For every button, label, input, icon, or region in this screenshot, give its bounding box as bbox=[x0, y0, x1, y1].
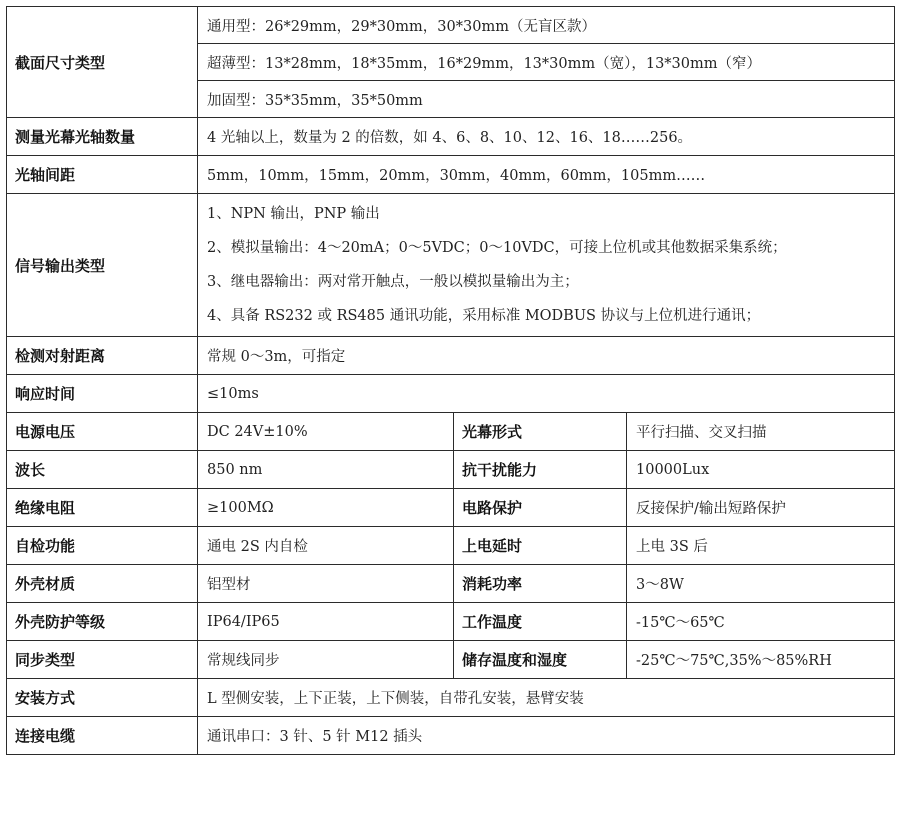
label-housing-material: 外壳材质 bbox=[7, 565, 198, 603]
value-curtain-type: 平行扫描、交叉扫描 bbox=[627, 413, 895, 451]
row-response-time bbox=[7, 375, 895, 413]
value-detect-distance: 常规 0～3m，可指定 bbox=[198, 337, 895, 375]
label-axis-pitch: 光轴间距 bbox=[7, 156, 198, 194]
row-pair-5 bbox=[7, 565, 895, 603]
label-cable: 连接电缆 bbox=[7, 717, 198, 755]
label-axis-count: 测量光幕光轴数量 bbox=[7, 118, 198, 156]
value-insulation: ≥100MΩ bbox=[198, 489, 454, 527]
row-signal-output bbox=[7, 194, 895, 337]
value-storage-temp-humidity: -25℃～75℃,35%～85%RH bbox=[627, 641, 895, 679]
row-cable bbox=[7, 717, 895, 755]
value-wavelength: 850 nm bbox=[198, 451, 454, 489]
row-pair-3 bbox=[7, 489, 895, 527]
row-pair-1 bbox=[7, 413, 895, 451]
signal-output-line-4: 4、具备 RS232 或 RS485 通讯功能，采用标准 MODBUS 协议与上位机进行通讯； bbox=[207, 308, 761, 324]
value-sync-type: 常规线同步 bbox=[198, 641, 454, 679]
row-pair-7 bbox=[7, 641, 895, 679]
label-protection-rating: 外壳防护等级 bbox=[7, 603, 198, 641]
label-curtain-type: 光幕形式 bbox=[454, 413, 627, 451]
label-signal-output: 信号输出类型 bbox=[7, 194, 198, 337]
signal-output-line-2: 2、模拟量输出：4～20mA；0～5VDC；0～10VDC，可接上位机或其他数据采集系统； bbox=[207, 240, 787, 256]
value-housing-material: 铝型材 bbox=[198, 565, 454, 603]
value-section-size-reinforced: 加固型：35*35mm，35*50mm bbox=[198, 81, 895, 118]
label-mounting: 安装方式 bbox=[7, 679, 198, 717]
value-protection-rating: IP64/IP65 bbox=[198, 603, 454, 641]
label-power-consumption: 消耗功率 bbox=[454, 565, 627, 603]
label-detect-distance: 检测对射距离 bbox=[7, 337, 198, 375]
value-response-time: ≤10ms bbox=[198, 375, 895, 413]
value-section-size-general: 通用型：26*29mm，29*30mm，30*30mm（无盲区款） bbox=[198, 7, 895, 44]
value-signal-output bbox=[198, 194, 895, 337]
value-power-consumption: 3～8W bbox=[627, 565, 895, 603]
label-power-on-delay: 上电延时 bbox=[454, 527, 627, 565]
row-mounting bbox=[7, 679, 895, 717]
value-circuit-protection: 反接保护/输出短路保护 bbox=[627, 489, 895, 527]
value-operating-temp: -15℃～65℃ bbox=[627, 603, 895, 641]
value-section-size-thin: 超薄型：13*28mm，18*35mm，16*29mm，13*30mm（宽），13*30mm（窄） bbox=[198, 44, 895, 81]
label-response-time: 响应时间 bbox=[7, 375, 198, 413]
label-power-voltage: 电源电压 bbox=[7, 413, 198, 451]
signal-output-line-1: 1、NPN 输出，PNP 输出 bbox=[207, 206, 380, 222]
spec-sheet bbox=[6, 6, 894, 755]
label-sync-type: 同步类型 bbox=[7, 641, 198, 679]
value-mounting: L 型侧安装，上下正装，上下侧装，自带孔安装，悬臂安装 bbox=[198, 679, 895, 717]
label-circuit-protection: 电路保护 bbox=[454, 489, 627, 527]
label-anti-interference: 抗干扰能力 bbox=[454, 451, 627, 489]
value-axis-count: 4 光轴以上，数量为 2 的倍数，如 4、6、8、10、12、16、18……256。 bbox=[198, 118, 895, 156]
row-pair-4 bbox=[7, 527, 895, 565]
row-detect-distance bbox=[7, 337, 895, 375]
label-self-test: 自检功能 bbox=[7, 527, 198, 565]
value-cable: 通讯串口：3 针、5 针 M12 插头 bbox=[198, 717, 895, 755]
value-self-test: 通电 2S 内自检 bbox=[198, 527, 454, 565]
value-power-on-delay: 上电 3S 后 bbox=[627, 527, 895, 565]
row-pair-2 bbox=[7, 451, 895, 489]
spec-table bbox=[6, 6, 895, 755]
row-axis-pitch bbox=[7, 156, 895, 194]
label-insulation: 绝缘电阻 bbox=[7, 489, 198, 527]
label-storage-temp-humidity: 储存温度和湿度 bbox=[454, 641, 627, 679]
row-pair-6 bbox=[7, 603, 895, 641]
value-axis-pitch: 5mm，10mm，15mm，20mm，30mm，40mm，60mm，105mm…… bbox=[198, 156, 895, 194]
row-axis-count bbox=[7, 118, 895, 156]
row-section-size bbox=[7, 7, 895, 44]
value-anti-interference: 10000Lux bbox=[627, 451, 895, 489]
label-section-size: 截面尺寸类型 bbox=[7, 7, 198, 118]
label-wavelength: 波长 bbox=[7, 451, 198, 489]
value-power-voltage: DC 24V±10% bbox=[198, 413, 454, 451]
signal-output-line-3: 3、继电器输出：两对常开触点，一般以模拟量输出为主； bbox=[207, 274, 579, 290]
label-operating-temp: 工作温度 bbox=[454, 603, 627, 641]
